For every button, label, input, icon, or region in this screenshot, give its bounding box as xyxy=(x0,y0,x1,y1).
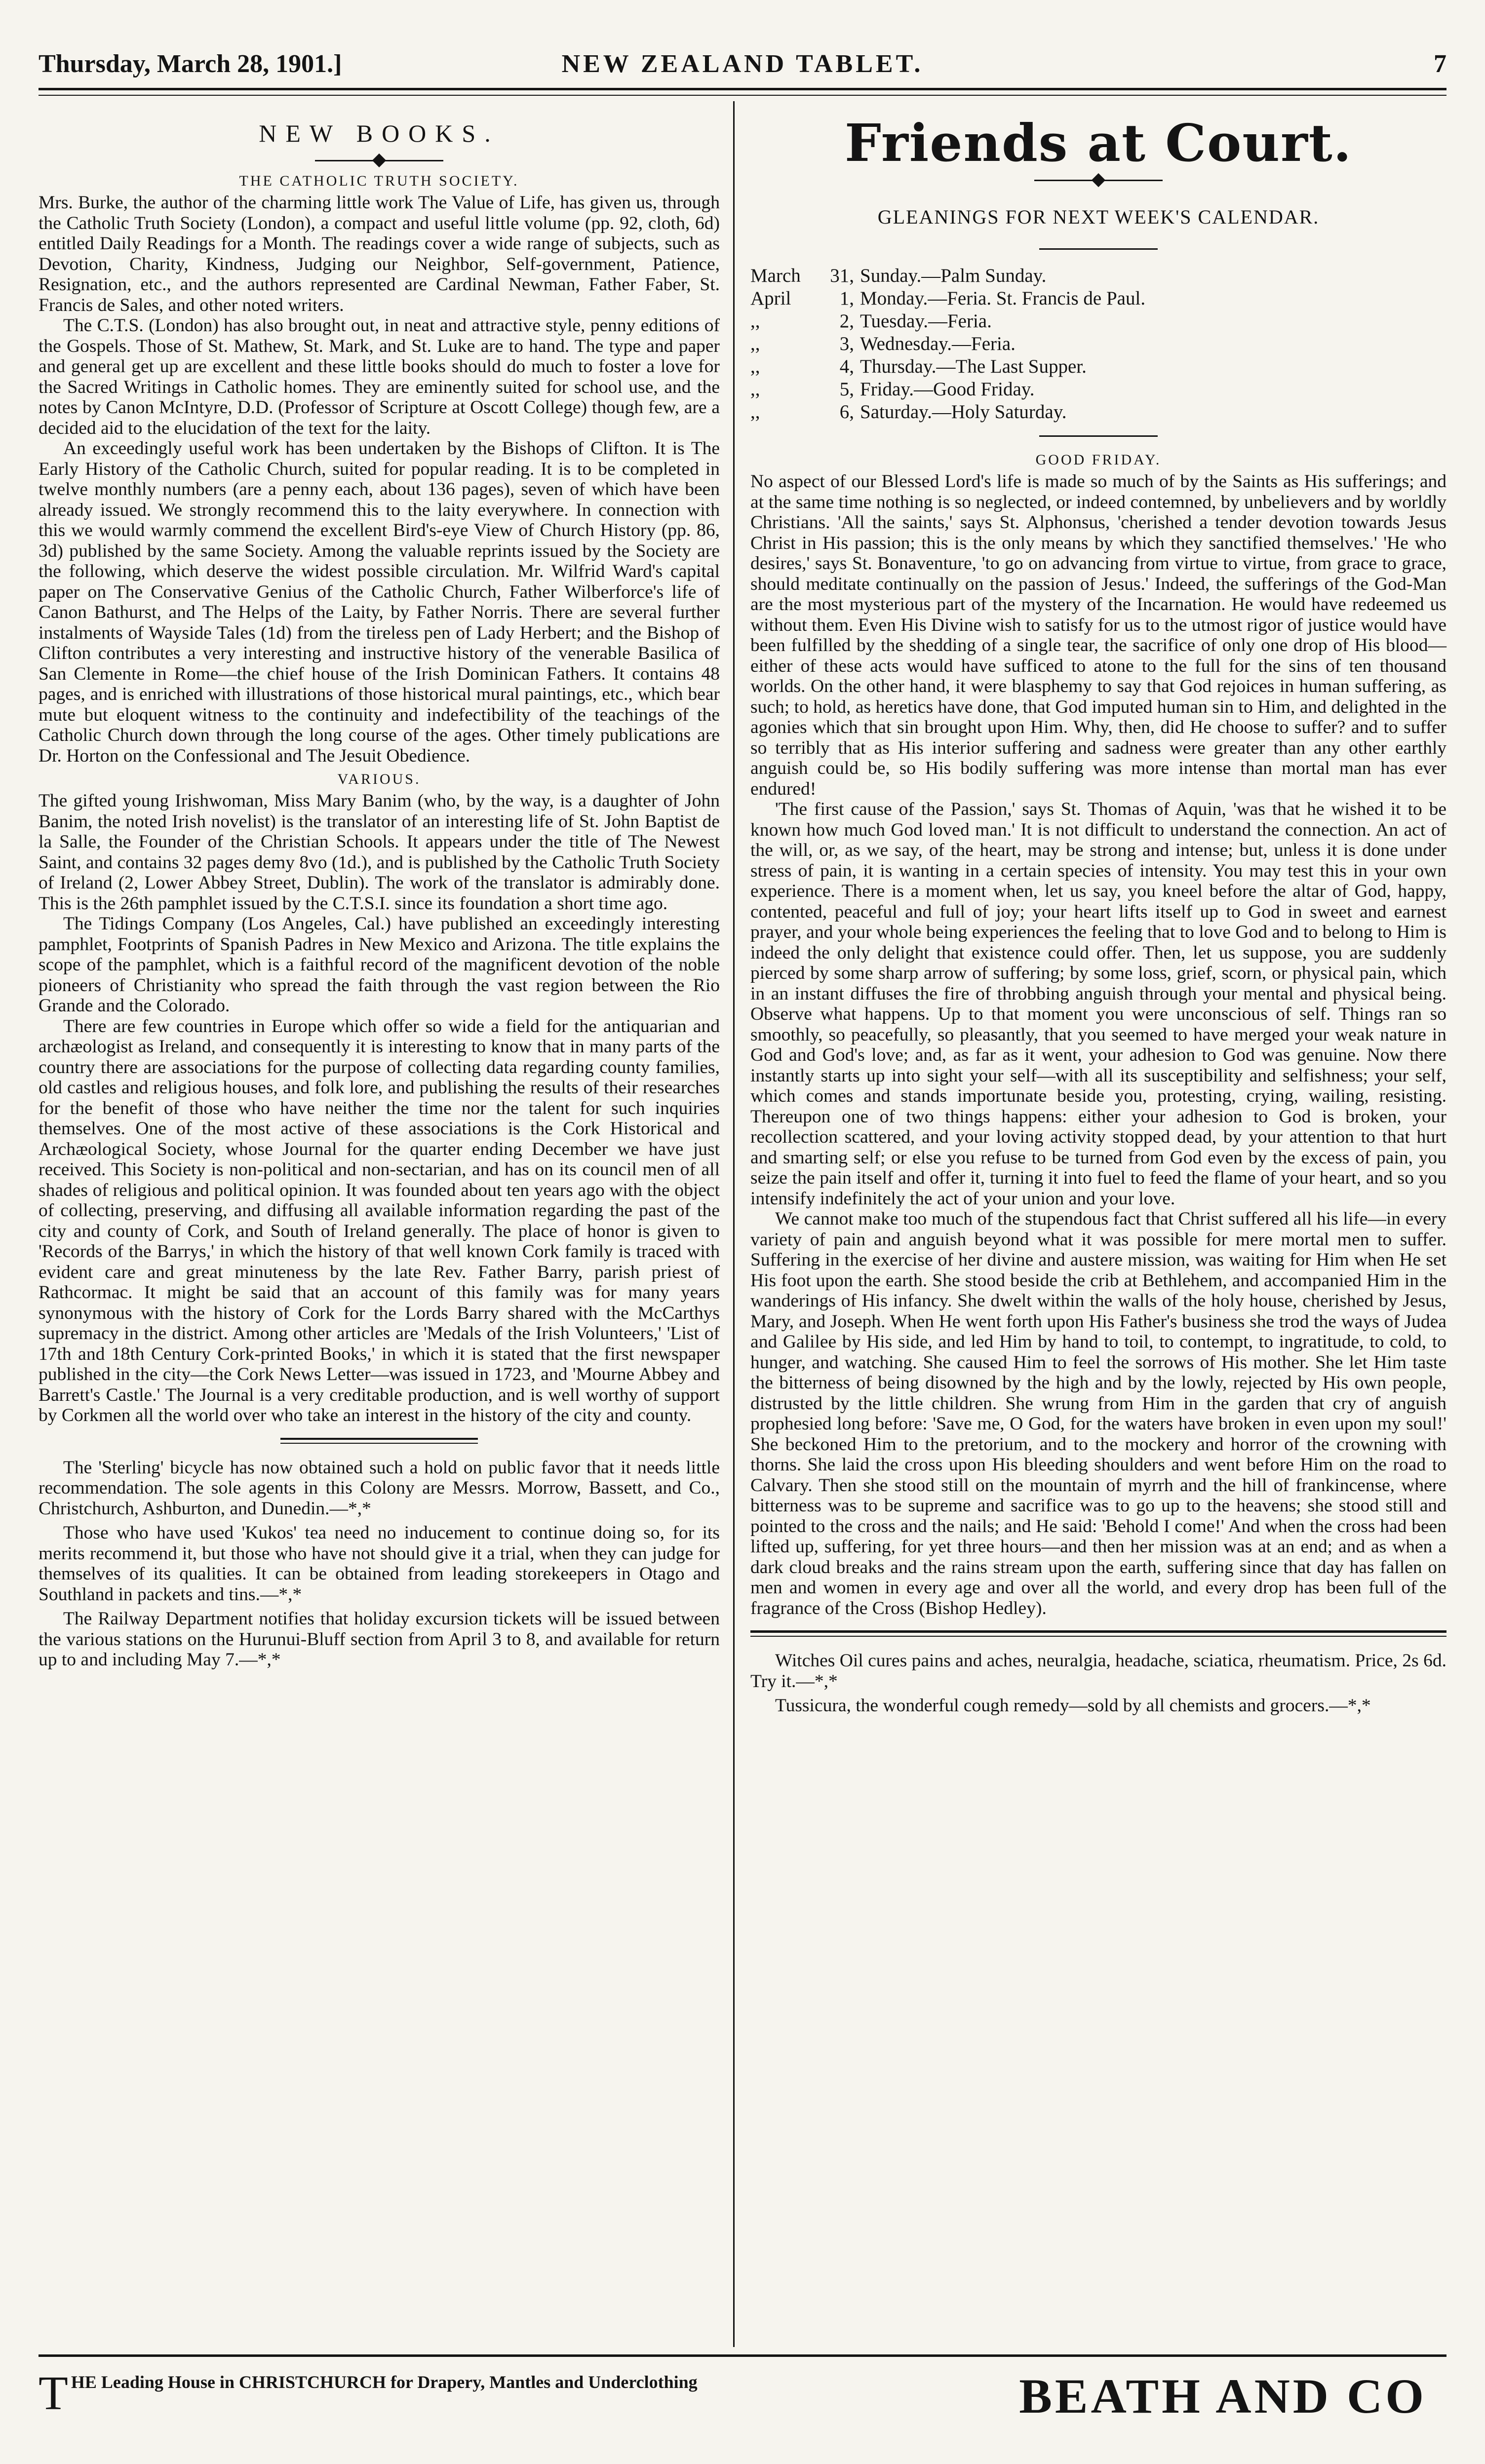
article-paragraph: No aspect of our Blessed Lord's life is made so much of by the Saints as His sufferings; and at the same time nothing is so neglected, or indeed contemned, by unbelievers and by worldly Christians. 'All the saints,' says St. Alphonsus, 'cherished a tender devotion towards Jesus Christ in His passion; this is the only means by which they sanctified themselves.' 'He who desires,' says St. Bonaventure, 'to go on advancing from virtue to virtue, from grace to grace, should meditate continually on the passion of Jesus.' Indeed, the sufferings of the God-Man are the most mysterious part of the mystery of the Incarnation. He would have redeemed us without them. Even His Divine wish to satisfy for us to the utmost rigor of justice would have been fulfilled by the shedding of a single tear, the sacrifice of only one drop of His blood—either of these acts would have sufficed to atone to the full for the sins of ten thousand worlds. On the other hand, it were blasphemy to say that God rejoices in human suffering, as such; to hold, as heretics have done, that God imputed human sin to Him, and delighted in the agonies which that sin brought upon Him. Why, then, did He choose to suffer? and to suffer so terribly that as His interior suffering and sadness were greater than any other earthly anguish could be, so His bodily suffering was more intense than mortal man has ever endured! xyxy=(750,471,1446,799)
ad-dropcap: T xyxy=(39,2367,68,2420)
cts-heading: THE CATHOLIC TRUTH SOCIETY. xyxy=(239,173,519,189)
calendar-row: ,, 4, Thursday.—The Last Supper. xyxy=(750,356,1087,377)
various-heading: VARIOUS. xyxy=(337,771,421,787)
section-divider xyxy=(750,1630,1446,1637)
article-paragraph: We cannot make too much of the stupendous fact that Christ suffered all his life—in every variety of pain and anguish beyond what it was possible for mere mortal men to suffer. Suffering in the exercise of her divine and austere mission, was waiting for Him when He set His foot upon the earth. She stood beside the crib at Bethlehem, and accompanied Him in the wanderings of His infancy. She dwelt within the walls of the holy house, cherished by Jesus, Mary, and Joseph. When He went forth upon His Father's business she trod the ways of Judea and Galilee by His side, and led Him by hand to toil, to contempt, to ingratitude, to cold, to hunger, and watching. She caused Him to feel the sorrows of His mother. She let Him taste the bitterness of being disowned by the high and by the lowly, rejected by His own people, distrusted by the little children. She wrung from Him in the garden that cry of anguish prophesied long before: 'Save me, O God, for the waters have broken in even upon my soul!' She beckoned Him to the pretorium, and to the mockery and horror of the crowning with thorns. She laid the cross upon His bleeding shoulders and went before Him on the road to Calvary. Then she stood still on the mountain of myrrh and the hill of frankincense, where bitterness was to be supreme and sacrifice was to go up to the heavens; she stood still and pointed to the cross and the nails; and He said: 'Behold I come!' And when the cross had been lifted up, suffering, for yet three hours—and then her mission was at an end; and as when a dark cloud breaks and the rains stream upon the earth, suffering since that day has fallen on men and women in every age and over all the world, and every drop has been full of the fragrance of the Cross (Bishop Hedley). xyxy=(750,1209,1446,1618)
article-paragraph: An exceedingly useful work has been undertaken by the Bishops of Clifton. It is The Early History of the Catholic Church, suited for popular reading. It is to be completed in twelve monthly numbers (are a penny each, about 136 pages), seven of which have been already issued. We strongly recommend this to the laity everywhere. In connection with this we would warmly commend the excellent Bird's-eye View of Church History (pp. 86, 3d) published by the same Society. Among the valuable reprints issued by the Society are the following, which deserve the widest possible circulation. Mr. Wilfrid Ward's capital paper on The Conservative Genius of the Catholic Church, Father Wilberforce's life of Canon Bathurst, and The Helps of the Laity, by Father Norris. There are several further instalments of Wayside Tales (1d) from the tireless pen of Lady Herbert; and the Bishop of Clifton contributes a very interesting and instructive history of the venerable Basilica of San Clemente in Rome—the chief house of the Irish Dominican Fathers. It contains 48 pages, and is enriched with illustrations of those historical mural paintings, etc., which bear mute but eloquent witness to the continuity and indefectibility of the teachings of the Catholic Church down through the long course of the ages. Other timely publications are Dr. Horton on the Confessional and The Jesuit Obedience. xyxy=(39,438,720,766)
section-title-new-books: NEW BOOKS. xyxy=(259,119,500,147)
calendar-row: March 31, Sunday.—Palm Sunday. xyxy=(750,265,1047,286)
friends-at-court-title: Friends at Court. xyxy=(845,113,1352,173)
calendar-row: ,, 3, Wednesday.—Feria. xyxy=(750,333,1016,354)
article-paragraph: The gifted young Irishwoman, Miss Mary Banim (who, by the way, is a daughter of John Banim, the noted Irish novelist) is the translator of an interesting life of St. John Baptist de la Salle, the Founder of the Christian Schools. It appears under the title of The Newest Saint, and contains 32 pages demy 8vo (1d.), and is published by the Catholic Truth Society of Ireland (2, Lower Abbey Street, Dublin). The work of the translator is admirably done. This is the 26th pamphlet issued by the C.T.S.I. since its foundation a short time ago. xyxy=(39,791,720,914)
ad-brand: BEATH AND CO xyxy=(1019,2369,1427,2424)
calendar-list xyxy=(750,265,1446,424)
column-divider xyxy=(733,101,735,2347)
short-rule xyxy=(1039,435,1158,437)
calendar-row: April 1, Monday.—Feria. St. Francis de Paul. xyxy=(750,288,1146,309)
ad-text xyxy=(39,2367,779,2420)
notice-tussicura: Tussicura, the wonderful cough remedy—sold by all chemists and grocers.—*,* xyxy=(775,1695,1371,1716)
good-friday-heading: GOOD FRIDAY. xyxy=(1035,452,1162,468)
article-paragraph: The C.T.S. (London) has also brought out, in neat and attractive style, penny editions of the Gospels. Those of St. Mathew, St. Mark, and St. Luke are to hand. The type and paper and general get up are excellent and these little books should do much to foster a love for the Sacred Writings in Catholic homes. They are eminently suited for school use, and the notes by Canon McIntyre, D.D. (Professor of Scripture at Oscott College) though few, are a decided aid to the elucidation of the text for the laity. xyxy=(39,315,720,438)
page-number: 7 xyxy=(1434,50,1446,78)
calendar-row: ,, 5, Friday.—Good Friday. xyxy=(750,379,1035,400)
article-paragraph: There are few countries in Europe which offer so wide a field for the antiquarian and archæologist as Ireland, and consequently it is interesting to know that in many parts of the country there are associations for the purpose of collecting data regarding county families, old castles and religious houses, and folk lore, and publishing the results of their researches for the benefit of those who have neither the time nor the talent for such inquiries themselves. One of the most active of these associations is the Cork Historical and Archæological Society, whose Journal for the quarter ending December we have just received. This Society is non-political and non-sectarian, and has on its council men of all shades of religious and political opinion. It was founded about ten years ago with the object of collecting, preserving, and diffusing all available information regarding the past of the city and county of Cork, and South of Ireland generally. The place of honor is given to 'Records of the Barrys,' in which the history of that well known Cork family is traced with evident care and great minuteness by the late Rev. Father Barry, parish priest of Rathcormac. It might be said that an account of this family was for many years synonymous with the history of Cork for the Lords Barry shared with the McCarthys supremacy in the district. Among other articles are 'Medals of the Irish Volunteers,' 'List of 17th and 18th Century Cork-printed Books,' in which it is stated that the first newspaper published in the city—the Cork News Letter—was issued in 1723, and 'Mourne Abbey and Barrett's Castle.' The Journal is a very creditable production, and is well worthy of support by Corkmen all the world over who take an interest in the history of the city and county. xyxy=(39,1016,720,1425)
ornamental-rule xyxy=(39,153,720,168)
calendar-row: ,, 2, Tuesday.—Feria. xyxy=(750,310,992,332)
left-column xyxy=(39,114,720,1670)
notice-railway: The Railway Department notifies that holiday excursion tickets will be issued between the various stations on the Hurunui-Bluff section from April 3 to 8, and available for return up to and including May 7.—*,* xyxy=(39,1609,720,1670)
section-divider xyxy=(280,1438,478,1444)
notice-witches-oil: Witches Oil cures pains and aches, neuralgia, headache, sciatica, rheumatism. Price, 2s 6d. Try it.—*,* xyxy=(750,1651,1446,1692)
header-rule xyxy=(39,88,1446,90)
right-column xyxy=(750,114,1446,1716)
article-paragraph: Mrs. Burke, the author of the charming little work The Value of Life, has given us, through the Catholic Truth Society (London), a compact and useful little volume (pp. 92, cloth, 6d) entitled Daily Readings for a Month. The readings cover a wide range of subjects, such as Devotion, Charity, Kindness, Judging our Neighbor, Self-government, Patience, Resignation, etc., and the authors represented are Cardinal Newman, Father Faber, St. Francis de Sales, and other noted writers. xyxy=(39,192,720,315)
page-header xyxy=(39,44,1446,94)
article-paragraph: 'The first cause of the Passion,' says St. Thomas of Aquin, 'was that he wished it to be known how much God loved man.' It is not difficult to understand the connection. An act of the will, or, as we say, of the heart, may be strong and intense; but, unless it is done under stress of pain, it is wanting in a certain species of intensity. You may test this in your own experience. There is a moment when, let us say, you kneel before the altar of God, happy, contented, peaceful and full of joy; your heart lifts itself up to God in sweet and earnest prayer, and your whole being experiences the feeling that to love God and to belong to Him is indeed the only delight that existence could offer. Then, let us suppose, you are suddenly pierced by some sharp arrow of suffering; by some loss, grief, scorn, or physical pain, which in an instant diffuses the fire of throbbing anguish through your mental and physical being. Observe what happens. Up to that moment you were unconscious of self. Things ran so smoothly, so peacefully, so pleasantly, that you seemed to have merged your weak nature in God and God's love; and, as far as it went, your adhesion to God was genuine. Now there instantly starts up into sight your self—with all its susceptibility and selfishness; your self, which comes and stands importunate beside you, protesting, crying, wailing, resisting. Thereupon one of two things happens: either your adhesion to God is broken, your recollection scattered, and your loving activity stopped dead, by your attention to that hurt and smarting self; or else you refuse to be turned from God even by the excess of pain, you seize the pain itself and offer it, turning it into fuel to feed the flame of your heart, and so you intensify indefinitely the act of your union and your love. xyxy=(750,799,1446,1209)
newspaper-title: NEW ZEALAND TABLET. xyxy=(561,50,924,78)
article-paragraph: The Tidings Company (Los Angeles, Cal.) have published an exceedingly interesting pamphlet, Footprints of Spanish Padres in New Mexico and Arizona. The title explains the scope of the pamphlet, which is a faithful record of the magnificent devotion of the noble pioneers of Christianity who spread the faith through the vast region between the Rio Grande and the Colorado. xyxy=(39,914,720,1016)
gleanings-heading: GLEANINGS FOR NEXT WEEK'S CALENDAR. xyxy=(877,206,1320,228)
ad-copy: HE Leading House in CHRISTCHURCH for Drapery, Mantles and Underclothing xyxy=(71,2372,698,2392)
notice-kukos-tea: Those who have used 'Kukos' tea need no inducement to continue doing so, for its merits recommend it, but those who have not should give it a trial, when they can judge for themselves of its qualities. It can be obtained from leading storekeepers in Otago and Southland in packets and tins.—*,* xyxy=(39,1523,720,1605)
ornamental-rule xyxy=(750,173,1446,188)
footer-advertisement xyxy=(39,2354,1446,2431)
short-rule xyxy=(1039,248,1158,250)
notice-sterling-bicycle: The 'Sterling' bicycle has now obtained such a hold on public favor that it needs little recommendation. The sole agents in this Colony are Messrs. Morrow, Bassett, and Co., Christchurch, Ashburton, and Dunedin.—*,* xyxy=(39,1457,720,1519)
calendar-row: ,, 6, Saturday.—Holy Saturday. xyxy=(750,401,1067,423)
issue-date: Thursday, March 28, 1901.] xyxy=(39,50,342,78)
header-rule-thin xyxy=(39,95,1446,96)
